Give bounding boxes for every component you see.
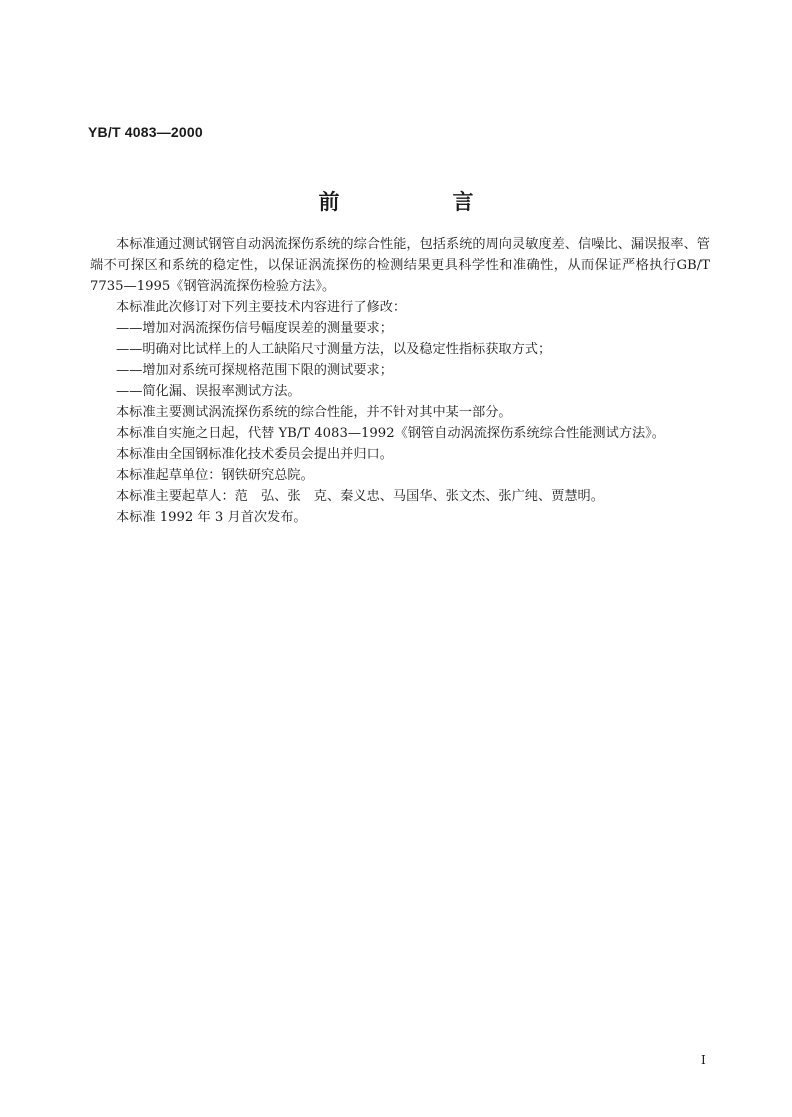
revision-item-3: ——增加对系统可探规格范围下限的测试要求；	[116, 363, 393, 378]
first-issue-paragraph: 本标准 1992 年 3 月首次发布。	[116, 510, 307, 525]
drafting-unit-paragraph: 本标准起草单位：钢铁研究总院。	[116, 468, 314, 483]
foreword-body	[90, 234, 710, 528]
standard-code: YB/T 4083—2000	[88, 124, 203, 140]
replaces-paragraph: 本标准自实施之日起，代替 YB/T 4083—1992《钢管自动涡流探伤系统综合性能测试方法》。	[116, 426, 665, 441]
page-title: 前 言	[318, 190, 520, 214]
scope-paragraph: 本标准主要测试涡流探伤系统的综合性能，并不针对其中某一部分。	[116, 405, 512, 420]
drafters-paragraph: 本标准主要起草人：范 弘、张 克、秦义忠、马国华、张文杰、张广纯、贾慧明。	[116, 489, 604, 504]
revision-item-4: ——简化漏、误报率测试方法。	[116, 384, 301, 399]
intro-paragraph: 本标准通过测试钢管自动涡流探伤系统的综合性能，包括系统的周向灵敏度差、信噪比、漏误报率、管端不可探区和系统的稳定性，以保证涡流探伤的检测结果更具科学性和准确性，从而保证严格执行GB/T 7735—1995《钢管涡流探伤检验方法》。	[90, 237, 710, 294]
revision-lead-paragraph: 本标准此次修订对下列主要技术内容进行了修改：	[116, 300, 407, 315]
page-number: I	[701, 1053, 706, 1067]
revision-item-2: ——明确对比试样上的人工缺陷尺寸测量方法，以及稳定性指标获取方式；	[116, 342, 552, 357]
proposer-paragraph: 本标准由全国钢标准化技术委员会提出并归口。	[116, 447, 393, 462]
revision-item-1: ——增加对涡流探伤信号幅度误差的测量要求；	[116, 321, 393, 336]
